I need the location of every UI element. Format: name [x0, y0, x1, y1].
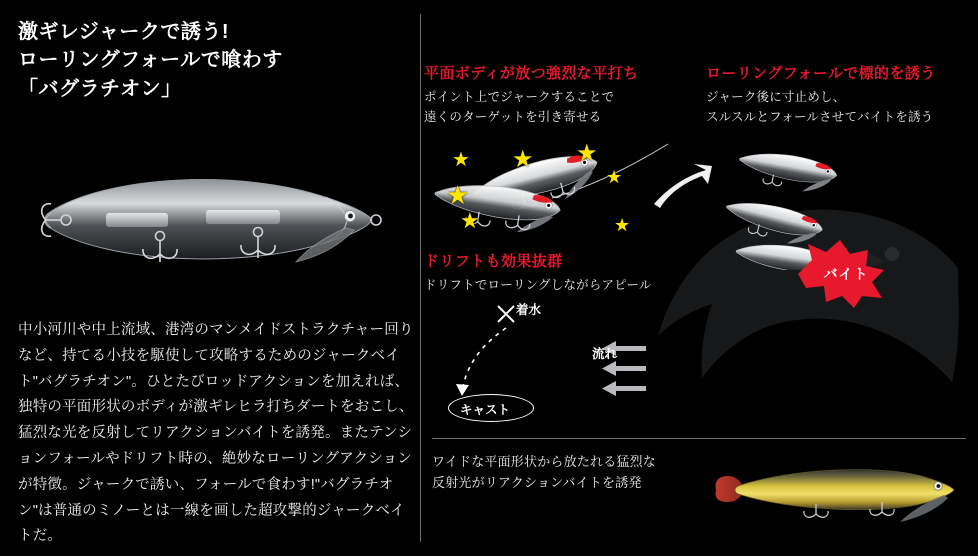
headline-line-1: 激ギレジャークで誘う!: [18, 21, 230, 43]
spark-star-icon: ★: [576, 140, 598, 167]
spark-star-icon: ★: [460, 208, 480, 233]
spark-star-icon: ★: [512, 146, 534, 173]
status-badge-bite: [792, 240, 900, 308]
headline-line-3: 「バグラチオン」: [18, 77, 182, 100]
vertical-divider: [420, 14, 421, 542]
block-text-flat-body-line-1: ポイント上でジャークすることで: [424, 90, 615, 104]
block-text-rolling-fall-line-1: ジャーク後に寸止めし、: [706, 90, 846, 104]
block-text-flat-body: [424, 88, 614, 128]
bite-label: バイト: [823, 266, 869, 282]
spark-star-icon: ★: [446, 180, 470, 210]
spark-star-icon: ★: [452, 149, 470, 171]
spark-star-icon: ★: [614, 215, 631, 235]
page-title: [18, 18, 408, 103]
block-text-rolling-fall: [706, 88, 933, 128]
block-text-drift: [424, 276, 652, 296]
drift-diagram: [440, 300, 700, 430]
diagram-label-cast: キャスト: [460, 403, 511, 417]
horizontal-divider: [432, 438, 966, 439]
block-title-drift: ドリフトも効果抜群: [424, 253, 563, 270]
left-column: [0, 0, 420, 556]
lure-gold-image: [700, 452, 962, 526]
body-copy: [18, 318, 414, 550]
block-text-flat-body-line-2: 遠くのターゲットを引き寄せる: [424, 109, 602, 124]
block-text-rolling-fall-line-2: スルスルとフォールさせてバイトを誘う: [706, 109, 934, 124]
block-title-flat-body: 平面ボディが放つ強烈な平打ち: [424, 65, 639, 82]
bottom-text-line-2: 反射光がリアクションバイトを誘発: [432, 474, 642, 490]
block-text-drift-line-1: ドリフトでローリングしながらアピール: [424, 278, 652, 292]
diagram-label-splash: 着水: [516, 303, 542, 317]
diagram-label-current: 流れ: [592, 347, 618, 361]
bottom-text: [432, 452, 656, 494]
spark-star-icon: ★: [606, 167, 623, 187]
lure-main-image: [10, 150, 410, 290]
headline-line-2: ローリングフォールで喰わす: [18, 49, 283, 72]
body-copy-text: 中小河川や中上流域、港湾のマンメイドストラクチャー回りなど、持てる小技を駆使して攻略するためのジャークベイト"バグラチオン"。ひとたびロッドアクションを加えれば、独特の平面形状のボディが激ギレヒラ打ちダートをおこし、猛烈な光を反射してリアクションバイトを誘発。またテンションフォールやドリフト時の、絶妙なローリングアクションが特徴。ジャークで誘い、フォールで食わす!"バグラチオン"は普通のミノーとは一線を画した超攻撃的ジャークベイトだ。: [18, 322, 414, 545]
block-title-rolling-fall: ローリングフォールで標的を誘う: [706, 65, 936, 82]
bottom-text-line-1: ワイドな平面形状から放たれる猛烈な: [432, 454, 657, 469]
motion-arrow-icon: [652, 160, 714, 210]
